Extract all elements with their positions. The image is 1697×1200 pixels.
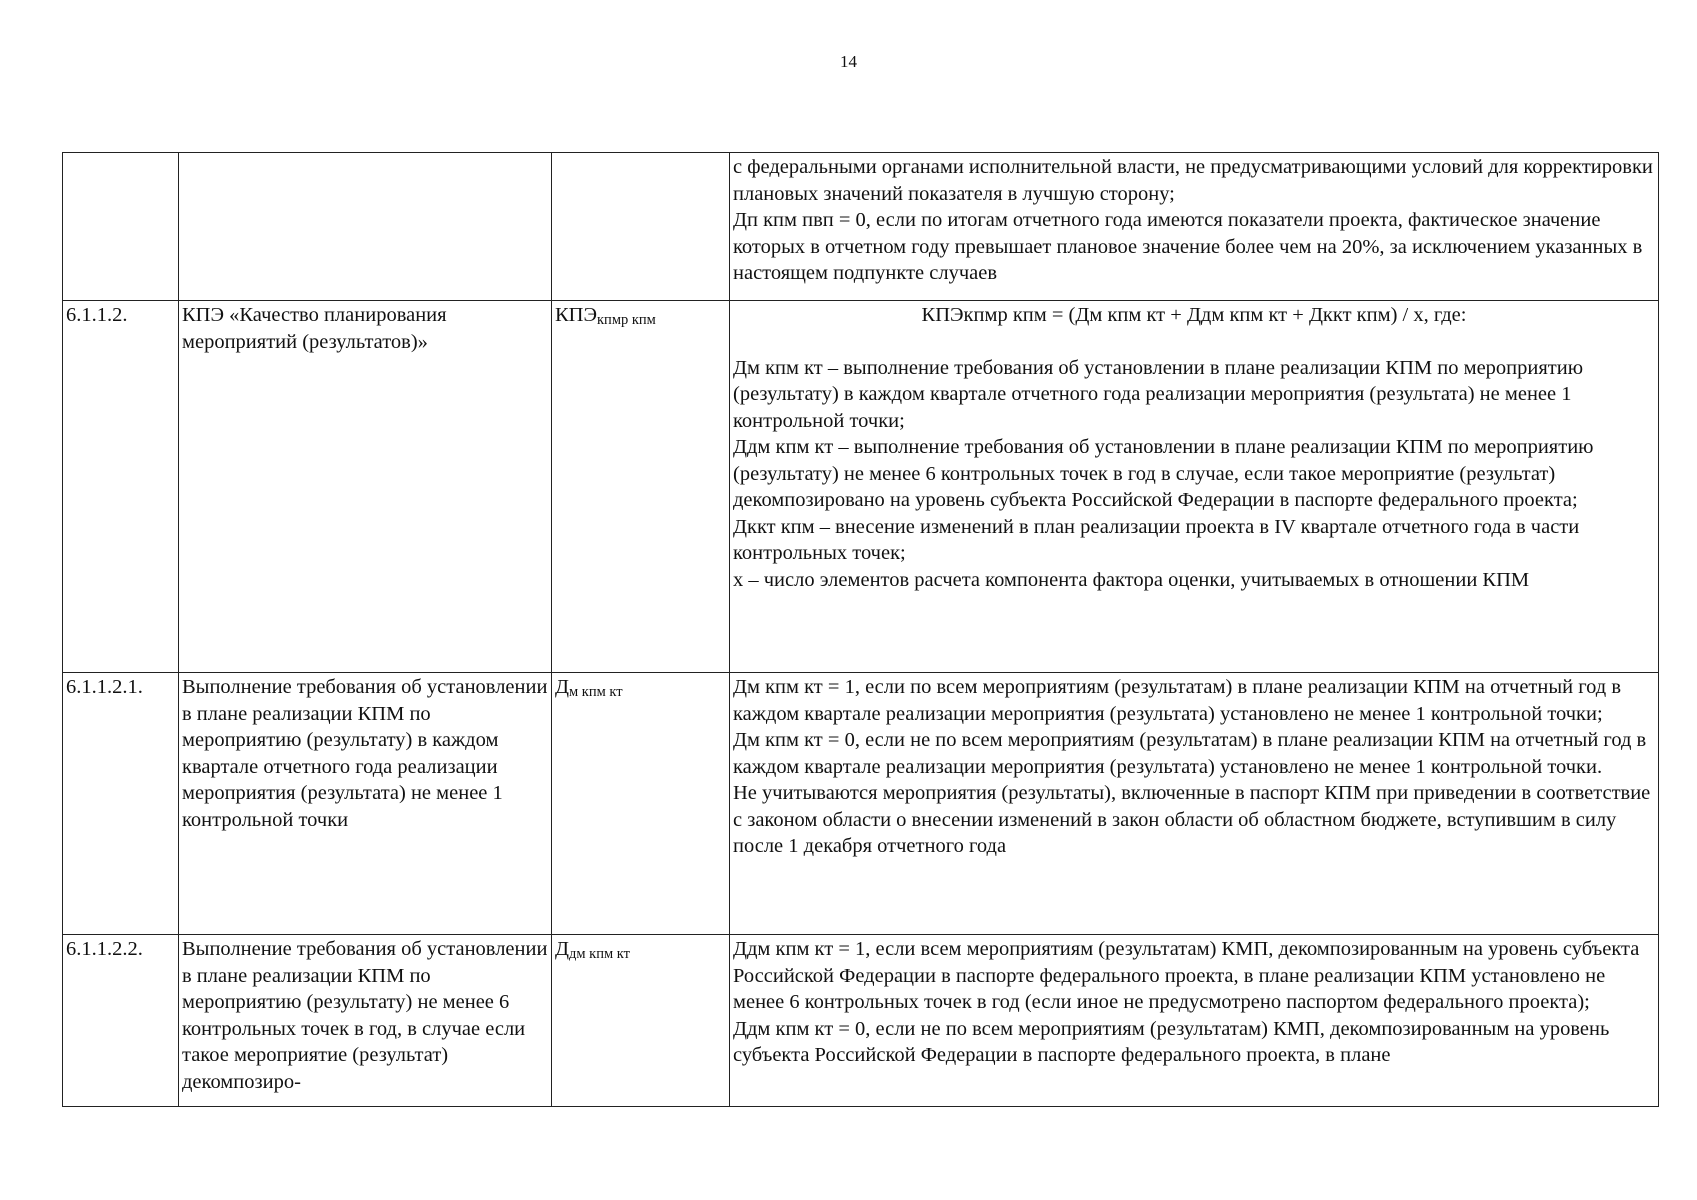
formula: КПЭкпмр кпм = (Дм кпм кт + Ддм кпм кт + Дккт кпм) / x, где: — [921, 304, 1467, 326]
description-paragraph: Дм кпм кт – выполнение требования об установлении в плане реализации КПМ по мероприятию (результату) в каждом квартале отчетного года реализации мероприятия (результата) не менее 1 контрольной точки; — [733, 356, 1584, 432]
symbol-base: КПЭ — [555, 304, 598, 326]
row-number-cell: 6.1.1.2.1. — [63, 673, 179, 935]
symbol-subscript: м кпм кт — [568, 684, 623, 700]
description-paragraph: Дккт кпм – внесение изменений в план реализации проекта в IV квартале отчетного года в части контрольных точек; — [733, 515, 1580, 564]
description-cell — [730, 935, 1659, 1107]
description-paragraph: Ддм кпм кт = 1, если всем мероприятиям (результатам) КМП, декомпозированным на уровень субъекта Российской Федерации в паспорте федерального проекта, в плане реализации КПМ установлено не менее 6 контрольных точек в год (если иное не предусмотрено паспортом федерального проекта); — [733, 938, 1640, 1013]
symbol-subscript: дм кпм кт — [568, 946, 630, 962]
indicator-name-text: Выполнение требования об установлении в плане реализации КПМ по мероприятию (результату) не менее 6 контрольных точек в год, в случае если такое мероприятие (результат) декомпозиро- — [182, 938, 548, 1093]
description-paragraph: Дп кпм пвп = 0, если по итогам отчетного года имеются показатели проекта, фактическое значение которых в отчетном году превышает плановое значение более чем на 20%, за исключением указанных в настоящем подпункте случаев — [733, 209, 1643, 284]
row-number-cell: 6.1.1.2.2. — [63, 935, 179, 1107]
symbol-cell — [552, 673, 730, 935]
page-number: 14 — [840, 52, 857, 71]
description-paragraph: x – число элементов расчета компонента фактора оценки, учитываемых в отношении КПМ — [733, 568, 1530, 591]
description-paragraph: Ддм кпм кт = 0, если не по всем мероприятиям (результатам) КМП, декомпозированным на уровень субъекта Российской Федерации в паспорте федерального проекта, в плане — [733, 1017, 1610, 1066]
symbol-cell — [552, 935, 730, 1107]
symbol-subscript: кпмр кпм — [597, 312, 656, 328]
description-paragraph: Дм кпм кт = 0, если не по всем мероприятиям (результатам) в плане реализации КПМ на отчетный год в каждом квартале реализации мероприятия (результата) установлено не менее 1 контрольной точки. — [733, 729, 1647, 778]
description-cell — [730, 673, 1659, 935]
description-clip — [733, 936, 1655, 1094]
description-cell — [730, 301, 1659, 673]
symbol-cell — [552, 301, 730, 673]
description-cell — [730, 153, 1659, 301]
symbol-base: Д — [555, 676, 569, 698]
description-paragraph: Ддм кпм кт – выполнение требования об установлении в плане реализации КПМ по мероприятию (результату) не менее 6 контрольных точек в год в случае, если такое мероприятие (результат) декомпозировано на уровень субъекта Российской Федерации в паспорте федерального проекта; — [733, 436, 1594, 511]
table-row — [63, 153, 1659, 301]
description-paragraph: Не учитываются мероприятия (результаты), включенные в паспорт КПМ при приведении в соответствие с законом области о внесении изменений в закон области об областном бюджете, вступившим в силу после 1 декабря отчетного года — [733, 782, 1651, 857]
table-row — [63, 673, 1659, 935]
indicator-name-cell — [179, 935, 552, 1107]
description-paragraph: с федеральными органами исполнительной власти, не предусматривающими условий для корректировки плановых значений показателя в лучшую сторону; — [733, 156, 1653, 205]
row-number-cell — [63, 153, 179, 301]
row-number-cell: 6.1.1.2. — [63, 301, 179, 673]
indicator-name-cell: Выполнение требования об установлении в плане реализации КПМ по мероприятию (результату) в каждом квартале отчетного года реализации мероприятия (результата) не менее 1 контрольной точки — [179, 673, 552, 935]
criteria-table — [62, 152, 1659, 1107]
table-row — [63, 301, 1659, 673]
indicator-name-cell — [179, 153, 552, 301]
symbol-cell — [552, 153, 730, 301]
symbol-base: Д — [555, 938, 569, 960]
table-row — [63, 935, 1659, 1107]
indicator-name-cell: КПЭ «Качество планирования мероприятий (результатов)» — [179, 301, 552, 673]
description-paragraph: Дм кпм кт = 1, если по всем мероприятиям (результатам) в плане реализации КПМ на отчетный год в каждом квартале реализации мероприятия (результата) установлено не менее 1 контрольной точки; — [733, 676, 1622, 725]
